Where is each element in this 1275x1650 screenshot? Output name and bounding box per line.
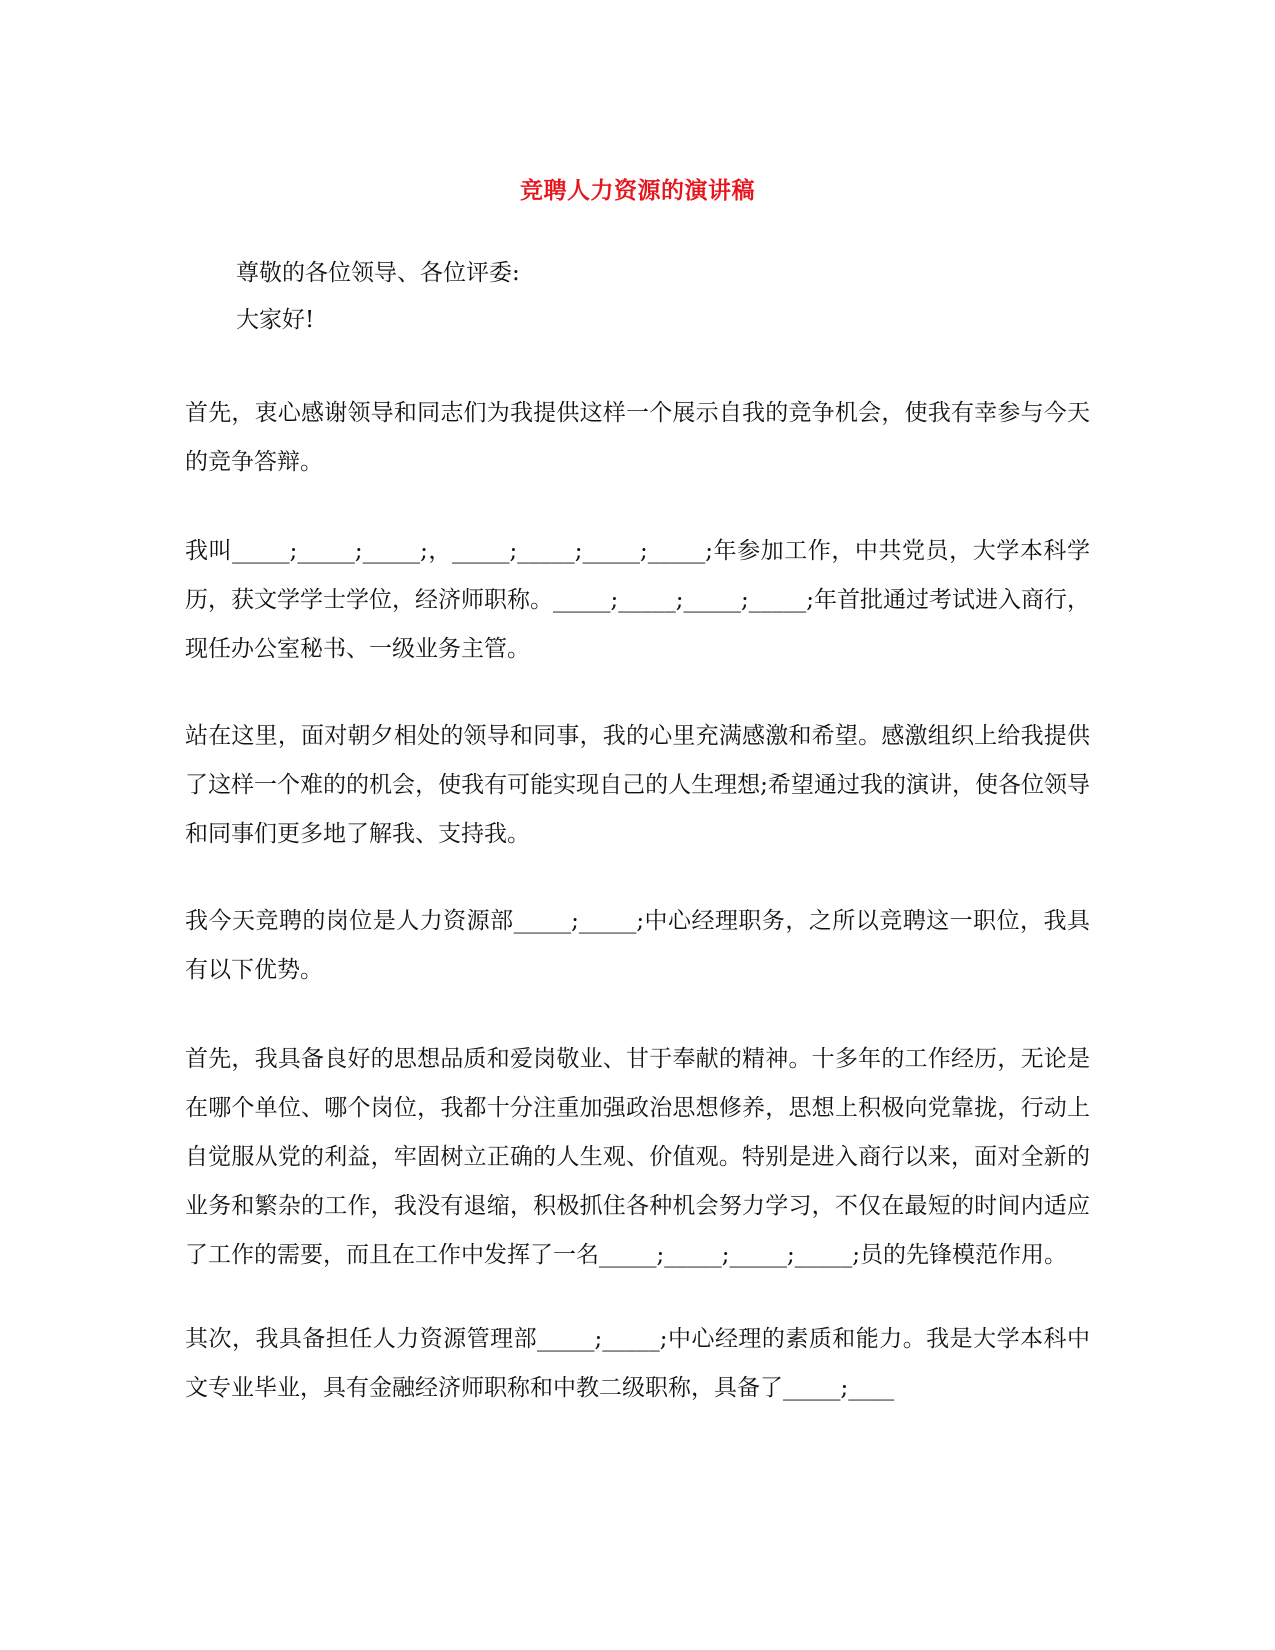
paragraph-gratitude: 首先，衷心感谢领导和同志们为我提供这样一个展示自我的竞争机会，使我有幸参与今天的竞争答辩。 [185, 400, 1090, 475]
salutation: 尊敬的各位领导、各位评委: [236, 260, 520, 286]
paragraph-position: 我今天竞聘的岗位是人力资源部_____;_____;中心经理职务，之所以竞聘这一职位，我具有以下优势。 [185, 908, 1090, 983]
document-title: 竞聘人力资源的演讲稿 [520, 177, 755, 204]
greeting: 大家好! [236, 307, 315, 333]
paragraph-introduction: 我叫_____;_____;_____;，_____;_____;_____;_____;年参加工作，中共党员，大学本科学历，获文学学士学位，经济师职称。_____;_____;_____;_____;年首批通过考试进入商行，现任办公室秘书、一级业务主管。 [185, 538, 1090, 662]
paragraph-feelings: 站在这里，面对朝夕相处的领导和同事，我的心里充满感激和希望。感激组织上给我提供了这样一个难的的机会，使我有可能实现自己的人生理想;希望通过我的演讲，使各位领导和同事们更多地了解我、支持我。 [185, 723, 1090, 847]
paragraph-advantage-one: 首先，我具备良好的思想品质和爱岗敬业、甘于奉献的精神。十多年的工作经历，无论是在哪个单位、哪个岗位，我都十分注重加强政治思想修养，思想上积极向党靠拢，行动上自觉服从党的利益，牢固树立正确的人生观、价值观。特别是进入商行以来，面对全新的业务和繁杂的工作，我没有退缩，积极抓住各种机会努力学习，不仅在最短的时间内适应了工作的需要，而且在工作中发挥了一名_____;_____;_____;_____;员的先锋模范作用。 [185, 1046, 1090, 1268]
paragraph-advantage-two: 其次，我具备担任人力资源管理部_____;_____;中心经理的素质和能力。我是大学本科中文专业毕业，具有金融经济师职称和中教二级职称，具备了_____;____ [185, 1326, 1090, 1401]
